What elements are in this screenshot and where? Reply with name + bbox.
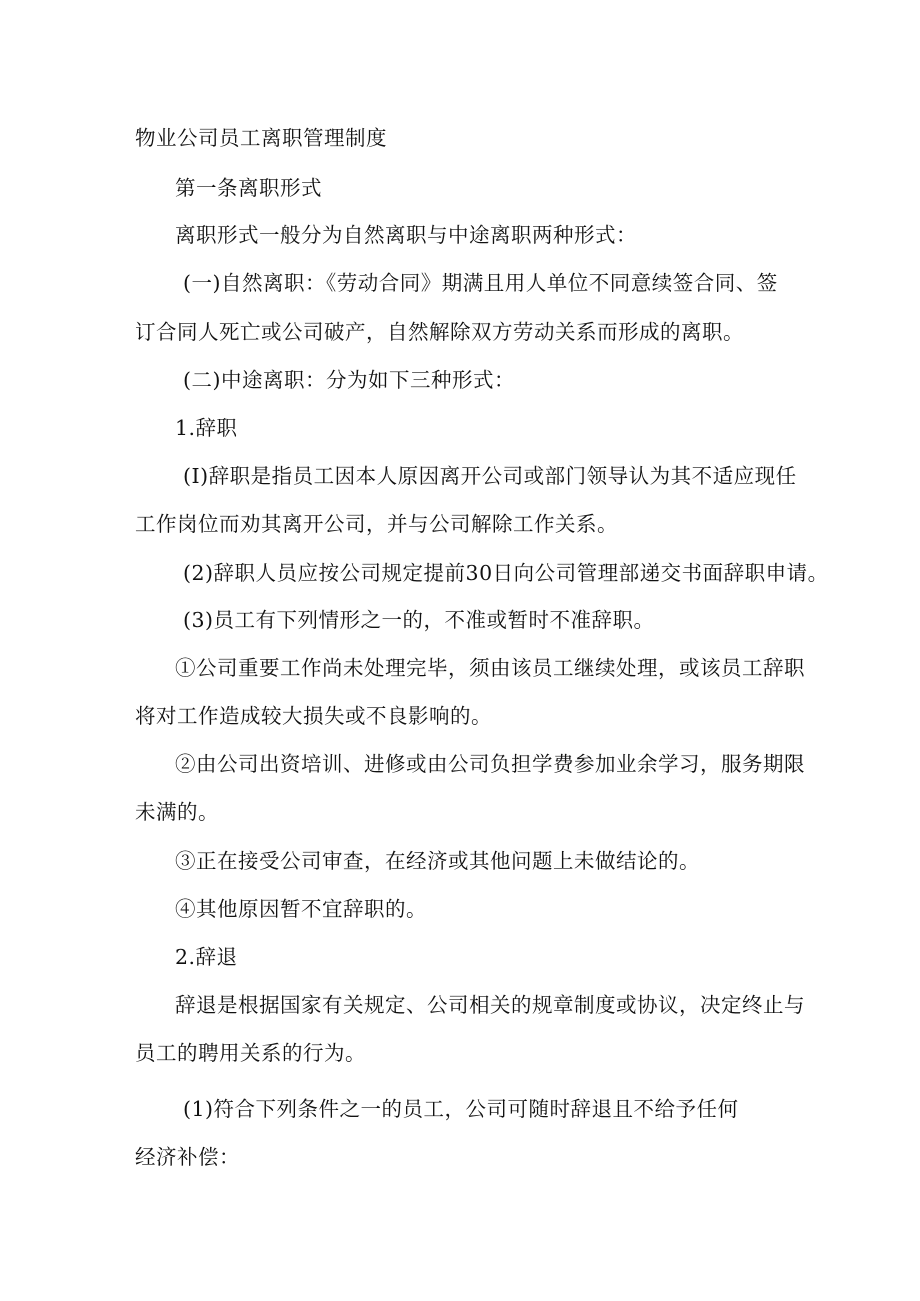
section-heading: 2.辞退 — [175, 945, 238, 969]
document-title: 物业公司员工离职管理制度 — [135, 126, 387, 150]
list-item-line: 未满的。 — [135, 800, 219, 824]
paragraph-line: 工作岗位而劝其离开公司，并与公司解除工作关系。 — [135, 512, 618, 536]
paragraph-line: (2)辞职人员应按公司规定提前30日向公司管理部递交书面辞职申请。 — [183, 561, 829, 585]
paragraph-line: 订合同人死亡或公司破产，自然解除双方劳动关系而形成的离职。 — [135, 320, 744, 344]
section-heading: 1.辞职 — [175, 416, 238, 440]
paragraph-line: (3)员工有下列情形之一的，不准或暂时不准辞职。 — [183, 608, 655, 632]
paragraph-line: (一)自然离职：《劳动合同》期满且用人单位不同意续签合同、签 — [183, 271, 778, 295]
paragraph-line: 经济补偿： — [135, 1145, 240, 1169]
list-item-line: ①公司重要工作尚未处理完毕，须由该员工继续处理，或该员工辞职 — [175, 656, 805, 680]
paragraph-line: 员工的聘用关系的行为。 — [135, 1041, 366, 1065]
paragraph-line: (1)符合下列条件之一的员工，公司可随时辞退且不给予任何 — [183, 1097, 739, 1121]
article-heading: 第一条离职形式 — [175, 176, 322, 200]
paragraph-line: (二)中途离职：分为如下三种形式： — [183, 368, 515, 392]
list-item-line: ④其他原因暂不宜辞职的。 — [175, 897, 427, 921]
paragraph-line: 离职形式一般分为自然离职与中途离职两种形式： — [175, 223, 637, 247]
paragraph-line: (I)辞职是指员工因本人原因离开公司或部门领导认为其不适应现任 — [183, 464, 797, 488]
list-item-line: 将对工作造成较大损失或不良影响的。 — [135, 704, 492, 728]
list-item-line: ②由公司出资培训、进修或由公司负担学费参加业余学习，服务期限 — [175, 752, 805, 776]
list-item-line: ③正在接受公司审查，在经济或其他问题上未做结论的。 — [175, 849, 700, 873]
paragraph-line: 辞退是根据国家有关规定、公司相关的规章制度或协议，决定终止与 — [175, 993, 805, 1017]
